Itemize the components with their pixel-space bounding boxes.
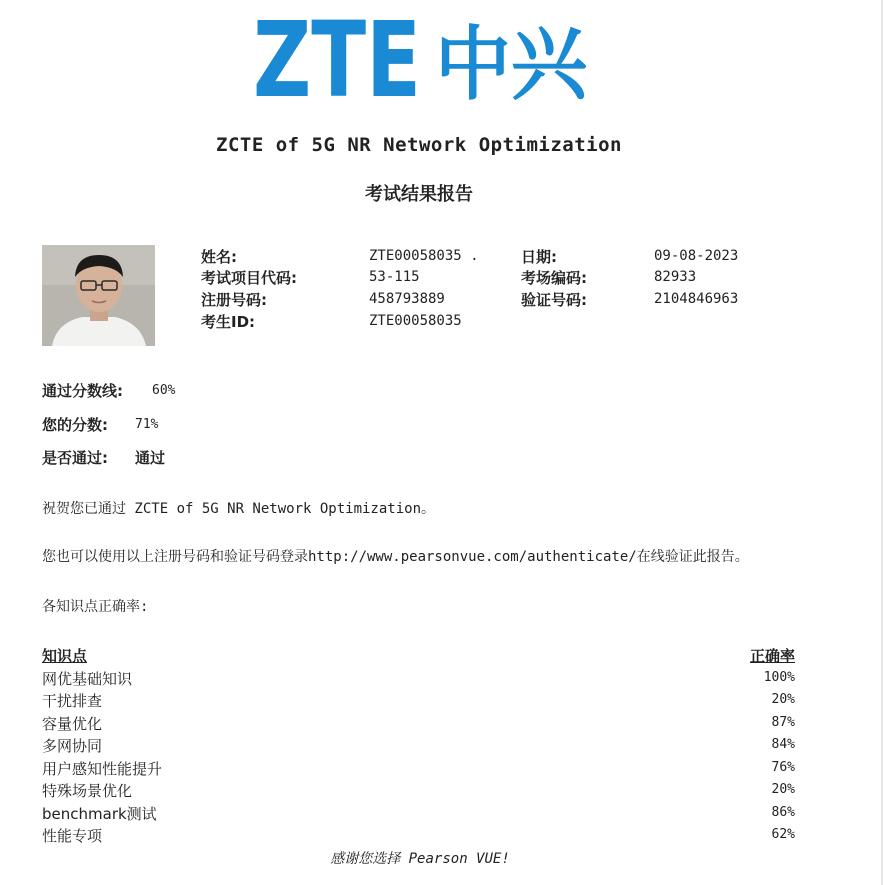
pass-status-label: 是否通过: [42, 449, 108, 467]
accuracy-intro: 各知识点正确率: [42, 599, 149, 615]
date-value: 09-08-2023 [654, 248, 739, 264]
topic-name: 干扰排查 [42, 692, 103, 710]
your-score-value: 71% [135, 417, 159, 432]
exam-code-value: 53-115 [369, 269, 420, 285]
topic-accuracy: 86% [771, 805, 795, 820]
exam-title: ZCTE of 5G NR Network Optimization [216, 134, 622, 156]
verification-text: 您也可以使用以上注册号码和验证号码登录http://www.pearsonvue.com/authenticate/在线验证此报告。 [42, 549, 749, 565]
svg-text:中兴: 中兴 [435, 18, 588, 104]
name-value: ZTE00058035 . [369, 248, 479, 264]
passing-score-value: 60% [152, 383, 176, 398]
candidate-id-label: 考生ID: [201, 313, 256, 331]
name-label: 姓名: [201, 248, 237, 266]
footer-thanks: 感谢您选择 Pearson VUE! [330, 851, 510, 867]
topic-name: benchmark测试 [42, 805, 157, 823]
passing-score-label: 通过分数线: [42, 382, 123, 400]
logo-latin-text [253, 8, 421, 104]
topic-name: 容量优化 [42, 715, 103, 733]
topic-name: 性能专项 [42, 827, 103, 845]
validation-label: 验证号码: [521, 291, 587, 309]
topic-column-header: 知识点 [42, 647, 88, 665]
svg-text:ZTE: ZTE [253, 8, 421, 104]
date-label: 日期: [521, 248, 557, 266]
validation-value: 2104846963 [654, 291, 739, 307]
topic-accuracy: 62% [771, 827, 795, 842]
topic-accuracy: 84% [771, 737, 795, 752]
center-code-value: 82933 [654, 269, 697, 285]
topic-accuracy: 76% [771, 760, 795, 775]
pass-status-value: 通过 [135, 449, 166, 467]
topic-name: 用户感知性能提升 [42, 760, 163, 778]
topic-accuracy: 20% [771, 782, 795, 797]
your-score-label: 您的分数: [42, 416, 108, 434]
topic-accuracy: 87% [771, 715, 795, 730]
exam-code-label: 考试项目代码: [201, 269, 297, 287]
candidate-photo [42, 245, 155, 346]
topic-name: 特殊场景优化 [42, 782, 133, 800]
center-code-label: 考场编码: [521, 269, 587, 287]
zte-logo [253, 8, 593, 104]
registration-value: 458793889 [369, 291, 445, 307]
topic-accuracy: 100% [763, 670, 795, 685]
congratulations-text: 祝贺您已通过 ZCTE of 5G NR Network Optimization。 [42, 501, 436, 517]
accuracy-column-header: 正确率 [749, 647, 795, 665]
candidate-id-value: ZTE00058035 [369, 313, 462, 329]
logo-chinese-text [435, 18, 588, 104]
registration-label: 注册号码: [201, 291, 267, 309]
topic-name: 多网协同 [42, 737, 103, 755]
report-subtitle: 考试结果报告 [365, 184, 473, 205]
topic-accuracy: 20% [771, 692, 795, 707]
topic-name: 网优基础知识 [42, 670, 133, 688]
